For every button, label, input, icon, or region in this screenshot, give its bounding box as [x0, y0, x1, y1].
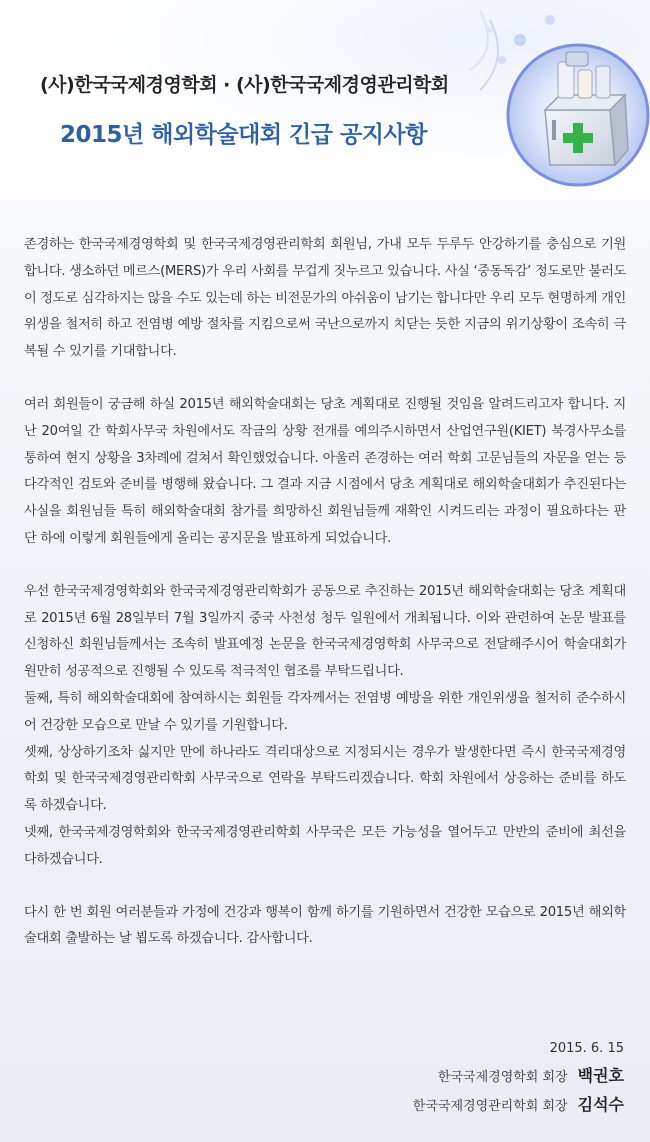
- signer-role: 한국국제경영학회 회장: [437, 1070, 568, 1085]
- signer-role: 한국국제경영관리학회 회장: [412, 1099, 568, 1114]
- header-banner: [0, 0, 650, 200]
- paragraph-closing: 다시 한 번 회원 여러분들과 가정에 건강과 행복이 함께 하기를 기원하면서 건강한 모습으로 2015년 해외학술대회 출발하는 날 뵙도록 하겠습니다. 감사합니다.: [24, 904, 626, 947]
- signer-name: 김석수: [577, 1095, 624, 1114]
- paragraph-greeting: 존경하는 한국국제경영학회 및 한국국제경영관리학회 회원님, 가내 모두 두루두 안강하기를 충심으로 기원합니다. 생소하던 메르스(MERS)가 우리 사회를 무겁게 짓누르고 있습니다. 사실 ‘중동독감’ 정도로만 불러도 이 정도로 심각하지는 않을 수도 있는데 하는 비전문가의 아쉬움이 남기는 합니다만 우리 모두 현명하게 개인위생을 철저히 하고 전염병 예방 절차를 지킴으로써 국난으로까지 치닫는 듯한 지금의 위기상황이 조속히 극복될 수 있기를 기대합니다.: [24, 237, 626, 360]
- paragraph-announcement: 여러 회원들이 궁금해 하실 2015년 해외학술대회는 당초 계획대로 진행될 것임을 알려드리고자 합니다. 지난 20여일 간 학회사무국 차원에서도 작금의 상황 전개를 예의주시하면서 산업연구원(KIET) 북경사무소를 통하여 현지 상황을 3차례에 걸쳐서 확인했었습니다. 아울러 존경하는 여러 학회 고문님들의 자문을 얻는 등 다각적인 검토와 준비를 병행해 왔습니다. 그 결과 지금 시점에서 당초 계획대로 해외학술대회가 추진된다는 사실을 회원님들 특히 해외학술대회 참가를 희망하신 회원님들께 재확인 시켜드리는 과정이 필요하다는 판단 하에 이렇게 회원들에게 올리는 공지문을 발표하게 되었습니다.: [24, 396, 626, 546]
- signer-name: 백권호: [577, 1066, 624, 1085]
- medicine-box-icon: [450, 0, 650, 200]
- paragraph-second: 둘째, 특히 해외학술대회에 참여하시는 회원들 각자께서는 전염병 예방을 위한 개인위생을 철저히 준수하시어 건강한 모습으로 만날 수 있기를 기원합니다.: [24, 690, 626, 733]
- signer-row: [224, 1091, 624, 1120]
- signer-row: [224, 1062, 624, 1091]
- paragraph-first: 우선 한국국제경영학회와 한국국제경영관리학회가 공동으로 추진하는 2015년 해외학술대회는 당초 계획대로 2015년 6월 28일부터 7월 3일까지 중국 사천성 청두 일원에서 개최됩니다. 이와 관련하여 논문 발표를 신청하신 회원님들께서는 조속히 발표예정 논문을 한국국제경영학회 사무국으로 전달해주시어 학술대회가 원만히 성공적으로 진행될 수 있도록 적극적인 협조를 부탁드립니다.: [24, 583, 626, 680]
- organizations-heading: (사)한국국제경영학회 · (사)한국국제경영관리학회: [40, 74, 449, 96]
- notice-body: [24, 232, 626, 979]
- notice-date: 2015. 6. 15: [549, 1041, 624, 1056]
- paragraph-fourth: 넷째, 한국국제경영학회와 한국국제경영관리학회 사무국은 모든 가능성을 열어두고 만반의 준비에 최선을 다하겠습니다.: [24, 824, 626, 867]
- paragraph-third: 셋째, 상상하기조차 싫지만 만에 하나라도 격리대상으로 지정되시는 경우가 발생한다면 즉시 한국국제경영학회 및 한국국제경영관리학회 사무국으로 연락을 부탁드리겠습니다. 학회 차원에서 상응하는 준비를 하도록 하겠습니다.: [24, 744, 626, 814]
- signature-block: [224, 1036, 624, 1120]
- page-title: 2015년 해외학술대회 긴급 공지사항: [60, 122, 427, 148]
